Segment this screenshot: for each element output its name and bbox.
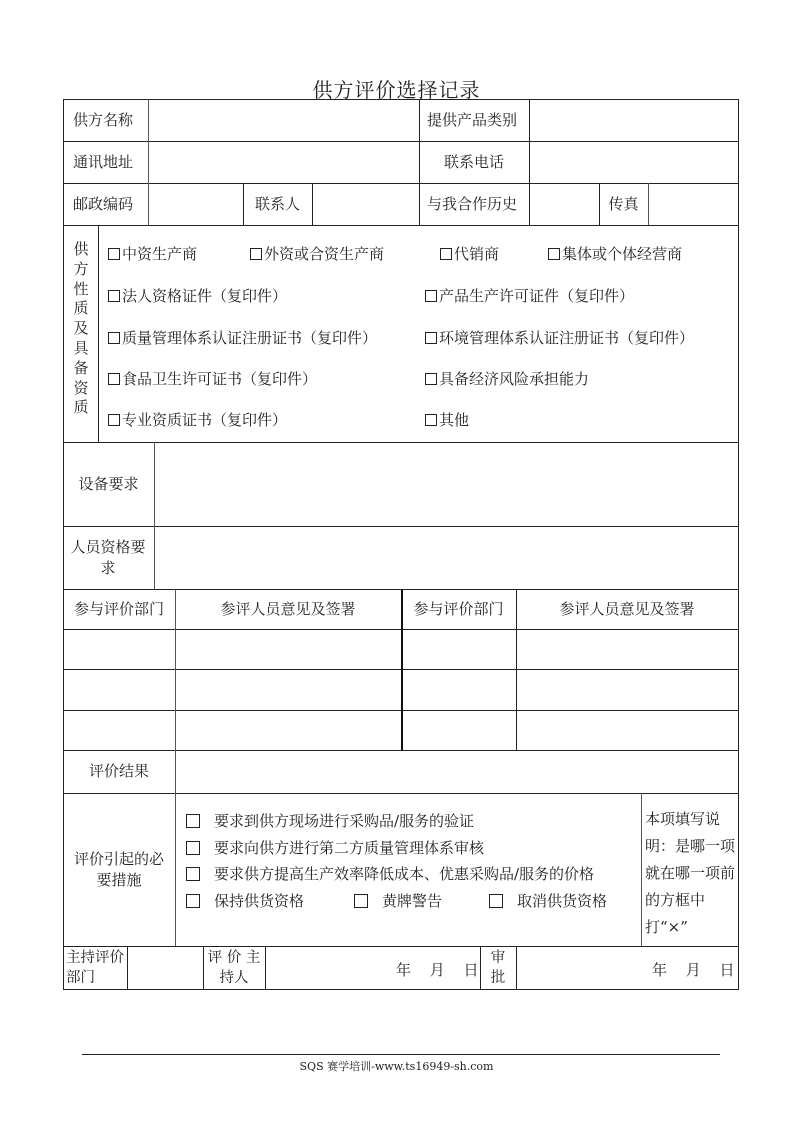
host-sign-date[interactable]: 年 月 日: [396, 961, 479, 979]
review-row-1-opinion-1[interactable]: [175, 629, 401, 669]
review-row-3-dept-1[interactable]: [63, 710, 175, 750]
checkbox-icon[interactable]: [354, 894, 368, 908]
checkbox-icon[interactable]: [548, 248, 560, 260]
phone-label: 联系电话: [443, 152, 504, 171]
qual-checkbox-economic-risk[interactable]: 具备经济风险承担能力: [425, 368, 589, 389]
col-divider: [98, 225, 99, 442]
qual-checkbox-professional-cert[interactable]: 专业资质证书（复印件）: [108, 409, 287, 430]
review-row-3-dept-2[interactable]: [401, 710, 516, 750]
col-divider: [203, 946, 204, 989]
table-border-right: [738, 99, 739, 990]
address-label: 通讯地址: [73, 152, 134, 171]
measures-label: 评价引起的必要措施: [73, 850, 164, 889]
result-field[interactable]: [175, 750, 738, 793]
table-border-left: [63, 99, 64, 990]
review-row-2-dept-2[interactable]: [401, 669, 516, 710]
fax-field[interactable]: [648, 183, 738, 225]
product-category-label: 提供产品类别: [427, 110, 518, 129]
review-row-2-opinion-2[interactable]: [516, 669, 738, 710]
personnel-label: 人员资格要求: [70, 538, 146, 577]
host-person-label: 评 价 主持人: [207, 949, 261, 986]
checkbox-icon[interactable]: [425, 290, 437, 302]
review-row-1-dept-2[interactable]: [401, 629, 516, 669]
approval-label: 审批: [490, 949, 506, 986]
checkbox-icon[interactable]: [440, 248, 452, 260]
review-row-1-opinion-2[interactable]: [516, 629, 738, 669]
checkbox-icon[interactable]: [425, 332, 437, 344]
supplier-name-field[interactable]: [148, 99, 419, 141]
contact-label: 联系人: [254, 194, 300, 213]
measure-checkbox-keep-qualification[interactable]: 保持供货资格: [186, 890, 304, 911]
qual-checkbox-food-hygiene[interactable]: 食品卫生许可证书（复印件）: [108, 368, 317, 389]
qualification-label: 供方性质及具备资质: [73, 240, 89, 417]
personnel-field[interactable]: [154, 526, 738, 589]
checkbox-icon[interactable]: [425, 373, 437, 385]
checkbox-icon[interactable]: [250, 248, 262, 260]
footer-divider: [82, 1054, 720, 1055]
review-row-1-dept-1[interactable]: [63, 629, 175, 669]
measure-checkbox-second-party-audit[interactable]: 要求向供方进行第二方质量管理体系审核: [186, 837, 484, 858]
qual-checkbox-quality-system[interactable]: 质量管理体系认证注册证书（复印件）: [108, 327, 377, 348]
host-dept-label: 主持评价部门: [66, 949, 124, 986]
col-divider: [516, 946, 517, 989]
measure-checkbox-site-verification[interactable]: 要求到供方现场进行采购品/服务的验证: [186, 810, 474, 831]
address-field[interactable]: [148, 141, 419, 183]
table-border-bottom: [63, 989, 739, 990]
contact-field[interactable]: [312, 183, 419, 225]
checkbox-icon[interactable]: [186, 841, 200, 855]
postcode-field[interactable]: [148, 183, 243, 225]
history-label: 与我合作历史: [427, 194, 518, 213]
product-category-field[interactable]: [529, 99, 738, 141]
checkbox-icon[interactable]: [425, 414, 437, 426]
col-divider: [480, 946, 481, 989]
history-field[interactable]: [529, 183, 599, 225]
checkbox-icon[interactable]: [489, 894, 503, 908]
review-row-3-opinion-2[interactable]: [516, 710, 738, 750]
measure-checkbox-yellow-card[interactable]: 黄牌警告: [354, 890, 442, 911]
footer-text: SQS 赛学培训-www.ts16949-sh.com: [299, 1060, 494, 1073]
host-dept-field[interactable]: [127, 946, 203, 989]
equipment-label: 设备要求: [78, 474, 139, 493]
checkbox-icon[interactable]: [108, 414, 120, 426]
checkbox-icon[interactable]: [186, 894, 200, 908]
qual-checkbox-environment-system[interactable]: 环境管理体系认证注册证书（复印件）: [425, 327, 694, 348]
checkbox-icon[interactable]: [108, 373, 120, 385]
measure-checkbox-cancel-qualification[interactable]: 取消供货资格: [489, 890, 607, 911]
review-header-opinion: 参评人员意见及签署: [559, 599, 695, 618]
qual-checkbox-other[interactable]: 其他: [425, 409, 469, 430]
phone-field[interactable]: [529, 141, 738, 183]
review-row-2-dept-1[interactable]: [63, 669, 175, 710]
result-label: 评价结果: [88, 762, 149, 781]
col-divider: [641, 793, 642, 946]
col-divider: [265, 946, 266, 989]
review-row-2-opinion-1[interactable]: [175, 669, 401, 710]
checkbox-icon[interactable]: [108, 332, 120, 344]
equipment-field[interactable]: [154, 442, 738, 526]
measures-instruction-note: 本项填写说明：是哪一项就在哪一项前的方框中打“×”: [645, 810, 736, 936]
checkbox-icon[interactable]: [186, 814, 200, 828]
qual-checkbox-distributor[interactable]: 代销商: [440, 243, 499, 264]
page-title: 供方评价选择记录: [312, 78, 481, 102]
review-header-opinion: 参评人员意见及签署: [220, 599, 356, 618]
checkbox-icon[interactable]: [108, 248, 120, 260]
checkbox-icon[interactable]: [108, 290, 120, 302]
supplier-name-label: 供方名称: [73, 110, 134, 129]
review-header-dept: 参与评价部门: [73, 599, 164, 618]
qual-checkbox-foreign-manufacturer[interactable]: 外资或合资生产商: [250, 243, 384, 264]
row-divider: [63, 225, 739, 226]
qual-checkbox-domestic-manufacturer[interactable]: 中资生产商: [108, 243, 197, 264]
approval-sign-date[interactable]: 年 月 日: [652, 961, 735, 979]
qual-checkbox-production-license[interactable]: 产品生产许可证件（复印件）: [425, 285, 634, 306]
review-row-3-opinion-1[interactable]: [175, 710, 401, 750]
qual-checkbox-collective-operator[interactable]: 集体或个体经营商: [548, 243, 682, 264]
review-header-dept: 参与评价部门: [413, 599, 504, 618]
postcode-label: 邮政编码: [73, 194, 134, 213]
checkbox-icon[interactable]: [186, 867, 200, 881]
measure-checkbox-improve-efficiency[interactable]: 要求供方提高生产效率降低成本、优惠采购品/服务的价格: [186, 863, 594, 884]
qual-checkbox-legal-entity[interactable]: 法人资格证件（复印件）: [108, 285, 287, 306]
fax-label: 传真: [608, 194, 639, 213]
